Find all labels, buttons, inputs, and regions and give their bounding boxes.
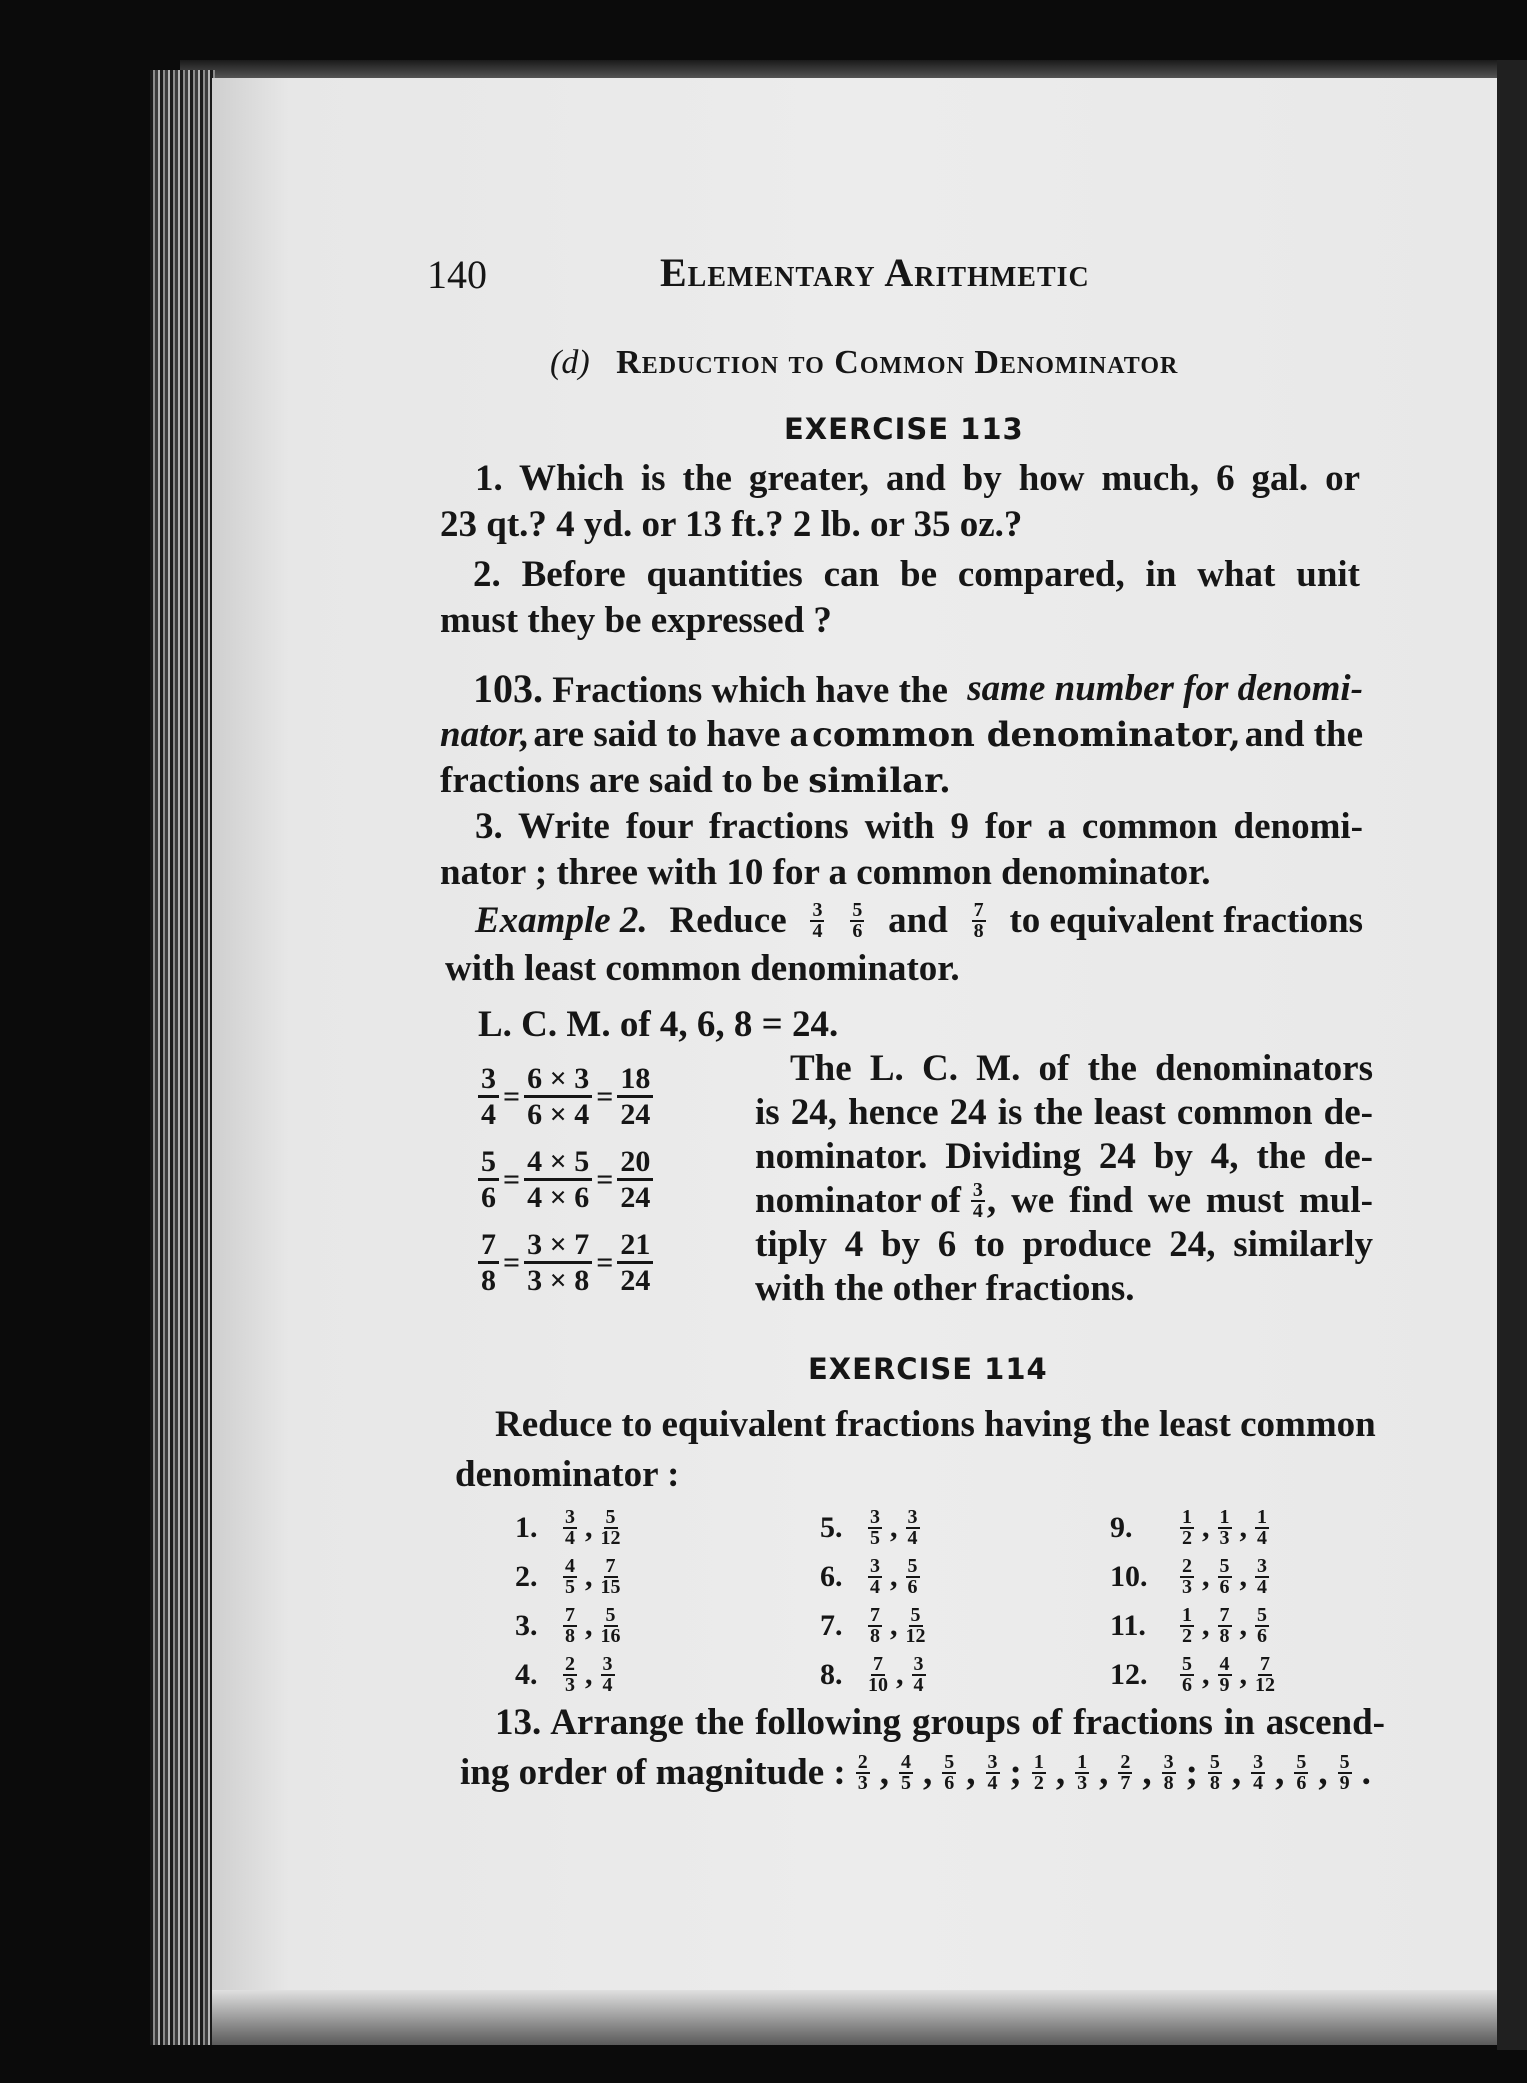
lcm-statement: L. C. M. of 4, 6, 8 = 24. xyxy=(478,1004,839,1045)
fraction: $\frac{2}{3}$ xyxy=(565,1653,575,1696)
exercise-114-intro-line1: Reduce to equivalent fractions having the least common xyxy=(495,1404,1376,1445)
problem-number: 12. xyxy=(1110,1658,1148,1691)
fraction: $\frac{2}{3}$ xyxy=(857,1751,868,1794)
fraction: $\frac{4}{9}$ xyxy=(1219,1653,1230,1696)
problem-number: 9. xyxy=(1110,1511,1133,1544)
fraction: $\frac{5}{6}$ xyxy=(1296,1751,1307,1794)
question-13-line1: 13. Arrange the following groups of fractions in ascend- xyxy=(495,1702,1385,1743)
fraction: $\frac{2}{7}$ xyxy=(1120,1751,1131,1794)
fraction: $\frac{1}{3}$ xyxy=(1077,1751,1088,1794)
problem-number: 4. xyxy=(515,1658,538,1691)
section-title: Reduction to Common Denominator xyxy=(616,344,1179,381)
fraction: $\frac{4}{5}$ xyxy=(901,1751,912,1794)
problem-item: 3. $\frac{7}{8}$ , $\frac{5}{16}$ xyxy=(515,1604,621,1647)
article-text: Fractions which have the xyxy=(552,670,948,711)
fraction: $\frac{3}{4}$ xyxy=(907,1506,918,1549)
fraction: $\frac{4 \times 5}{4 \times 6}$ xyxy=(524,1145,592,1214)
page-number: 140 xyxy=(427,252,487,297)
book-page-edges xyxy=(150,70,215,2045)
problem-number: 7. xyxy=(820,1609,843,1642)
fraction: $\frac{1}{2}$ xyxy=(1182,1506,1192,1549)
problem-number: 5. xyxy=(820,1511,843,1544)
fraction: $\frac{3 \times 7}{3 \times 8}$ xyxy=(524,1228,592,1297)
problem-item: 8. $\frac{7}{10}$ , $\frac{3}{4}$ xyxy=(820,1653,924,1696)
fraction: $\frac{3}{5}$ xyxy=(870,1506,880,1549)
problem-number: 8. xyxy=(820,1658,843,1691)
article-italic-2: nator, xyxy=(440,714,530,755)
term-similar: similar. xyxy=(808,761,951,801)
explanation-text: nominator of xyxy=(755,1180,961,1221)
equation-row: $\frac{7}{8}$ = $\frac{3 \times 7}{3 \times 8}$ = $\frac{21}{24}$ xyxy=(478,1228,653,1297)
example-line1-end: to equivalent fractions xyxy=(1009,900,1363,941)
exercise-114-intro-line2: denominator : xyxy=(455,1454,680,1495)
fraction: $\frac{3}{4}$ xyxy=(1253,1751,1264,1794)
fraction: $\frac{18}{24}$ xyxy=(617,1062,653,1131)
article-number: 103. xyxy=(473,666,543,711)
article-text-2: are said to have a xyxy=(533,714,809,755)
facing-page-edge xyxy=(1497,60,1527,2050)
problem-item: 2. $\frac{4}{5}$ , $\frac{7}{15}$ xyxy=(515,1555,621,1598)
question-13-text: ing order of magnitude : xyxy=(460,1752,846,1793)
problem-item: 1. $\frac{3}{4}$ , $\frac{5}{12}$ xyxy=(515,1506,621,1549)
fraction: $\frac{7}{8}$ xyxy=(565,1604,575,1647)
fraction: $\frac{5}{9}$ xyxy=(1339,1751,1350,1794)
term-common-denominator: common denominator, xyxy=(812,715,1241,755)
fraction: $\frac{3}{4}$ xyxy=(812,899,823,942)
explanation-line1: The L. C. M. of the denominators xyxy=(790,1048,1373,1089)
explanation-text: , we find we must mul- xyxy=(986,1180,1373,1221)
fraction: $\frac{20}{24}$ xyxy=(617,1145,653,1214)
fraction-groups: $\frac{2}{3}$ , $\frac{4}{5}$ , $\frac{5}{6}$ , $\frac{3}{4}$ ; $\frac{1}{2}$ , $\frac{1}{3}$ , $\frac{2}{7}$ , $\frac{3}{8}$ ; $\frac{5}{8}$ , $\frac{3}{4}$ , $\frac{5}{6}$ , $\frac{5}{9}$ . xyxy=(857,1751,1371,1794)
fraction: $\frac{3}{4}$ xyxy=(602,1653,613,1696)
explanation-line6: with the other fractions. xyxy=(755,1268,1135,1309)
fraction: $\frac{5}{6}$ xyxy=(478,1145,499,1214)
problem-item: 10. $\frac{2}{3}$ , $\frac{5}{6}$ , $\frac{3}{4}$ xyxy=(1110,1555,1267,1598)
fraction: $\frac{3}{4}$ xyxy=(987,1751,998,1794)
problem-item: 4. $\frac{2}{3}$ , $\frac{3}{4}$ xyxy=(515,1653,613,1696)
question-3-line2: nator ; three with 10 for a common denominator. xyxy=(440,852,1211,893)
section-letter: (d) xyxy=(550,344,590,381)
fraction: $\frac{1}{3}$ xyxy=(1219,1506,1230,1549)
problem-number: 10. xyxy=(1110,1560,1148,1593)
photo-border-bottom xyxy=(212,1990,1497,2045)
question-13-line2 xyxy=(460,1750,1371,1796)
explanation-line4 xyxy=(755,1178,1373,1224)
equation-row: $\frac{3}{4}$ = $\frac{6 \times 3}{6 \times 4}$ = $\frac{18}{24}$ xyxy=(478,1062,653,1131)
example-reduce: Reduce xyxy=(669,900,787,941)
fraction: $\frac{4}{5}$ xyxy=(565,1555,575,1598)
running-title: Elementary Arithmetic xyxy=(660,250,1090,295)
fraction: $\frac{3}{8}$ xyxy=(1163,1751,1174,1794)
problem-number: 11. xyxy=(1110,1609,1146,1642)
fraction: $\frac{3}{4}$ xyxy=(1257,1555,1267,1598)
fraction: $\frac{5}{6}$ xyxy=(852,899,863,942)
fraction: $\frac{3}{4}$ xyxy=(972,1179,983,1222)
fraction: $\frac{7}{12}$ xyxy=(1255,1653,1275,1696)
fraction: $\frac{7}{10}$ xyxy=(868,1653,888,1696)
fraction: $\frac{5}{6}$ xyxy=(1182,1653,1192,1696)
explanation-line5: tiply 4 by 6 to produce 24, similarly xyxy=(755,1224,1373,1265)
article-103-line3 xyxy=(440,758,951,804)
fraction: $\frac{6 \times 3}{6 \times 4}$ xyxy=(524,1062,592,1131)
fraction: $\frac{5}{6}$ xyxy=(1257,1604,1267,1647)
problem-item: 7. $\frac{7}{8}$ , $\frac{5}{12}$ xyxy=(820,1604,926,1647)
problem-item: 11. $\frac{1}{2}$ , $\frac{7}{8}$ , $\frac{5}{6}$ xyxy=(1110,1604,1267,1647)
exercise-113-q1-line2: 23 qt.? 4 yd. or 13 ft.? 2 lb. or 35 oz.? xyxy=(440,504,1023,545)
exercise-113-q2-line1: 2. Before quantities can be compared, in what unit xyxy=(473,554,1360,595)
article-text-3: fractions are said to be xyxy=(440,760,799,801)
fraction: $\frac{7}{8}$ xyxy=(1219,1604,1230,1647)
example-and: and xyxy=(888,900,948,941)
exercise-113-heading: EXERCISE 113 xyxy=(784,412,1024,446)
exercise-114-heading: EXERCISE 114 xyxy=(808,1352,1048,1386)
fraction: $\frac{3}{4}$ xyxy=(565,1506,575,1549)
article-103-line2 xyxy=(440,712,1363,758)
fraction: $\frac{3}{4}$ xyxy=(870,1555,880,1598)
fraction: $\frac{1}{2}$ xyxy=(1033,1751,1044,1794)
problem-item: 9. $\frac{1}{2}$ , $\frac{1}{3}$ , $\frac{1}{4}$ xyxy=(1110,1506,1267,1549)
example-2-line1 xyxy=(475,898,1363,944)
article-italic: same number for denomi- xyxy=(967,668,1363,709)
fraction: $\frac{5}{16}$ xyxy=(600,1604,621,1647)
fraction: $\frac{2}{3}$ xyxy=(1182,1555,1192,1598)
problem-number: 6. xyxy=(820,1560,843,1593)
fraction: $\frac{5}{6}$ xyxy=(944,1751,955,1794)
fraction: $\frac{1}{4}$ xyxy=(1257,1506,1267,1549)
article-text-2b: and the xyxy=(1244,714,1363,755)
equation-row: $\frac{5}{6}$ = $\frac{4 \times 5}{4 \times 6}$ = $\frac{20}{24}$ xyxy=(478,1145,653,1214)
explanation-line2: is 24, hence 24 is the least common de- xyxy=(755,1092,1373,1133)
example-2-line2: with least common denominator. xyxy=(445,948,960,989)
problem-number: 1. xyxy=(515,1511,538,1544)
fraction: $\frac{1}{2}$ xyxy=(1182,1604,1192,1647)
fraction: $\frac{5}{12}$ xyxy=(600,1506,621,1549)
problem-item: 6. $\frac{3}{4}$ , $\frac{5}{6}$ xyxy=(820,1555,918,1598)
fraction: $\frac{21}{24}$ xyxy=(617,1228,653,1297)
problem-item: 5. $\frac{3}{5}$ , $\frac{3}{4}$ xyxy=(820,1506,918,1549)
exercise-113-q2-line2: must they be expressed ? xyxy=(440,600,832,641)
fraction: $\frac{7}{8}$ xyxy=(973,899,984,942)
fraction: $\frac{5}{6}$ xyxy=(907,1555,918,1598)
problem-number: 2. xyxy=(515,1560,538,1593)
exercise-113-q1-line1: 1. Which is the greater, and by how much, 6 gal. or xyxy=(475,458,1360,499)
fraction: $\frac{7}{8}$ xyxy=(870,1604,880,1647)
example-label: Example 2. xyxy=(475,900,648,941)
fraction: $\frac{3}{4}$ xyxy=(913,1653,924,1696)
problem-item: 12. $\frac{5}{6}$ , $\frac{4}{9}$ , $\frac{7}{12}$ xyxy=(1110,1653,1275,1696)
fraction: $\frac{7}{8}$ xyxy=(478,1228,499,1297)
explanation-line3: nominator. Dividing 24 by 4, the de- xyxy=(755,1136,1373,1177)
article-103-line1 xyxy=(473,666,1363,714)
fraction: $\frac{7}{15}$ xyxy=(600,1555,621,1598)
question-3-line1: 3. Write four fractions with 9 for a common denomi- xyxy=(475,806,1363,847)
fraction: $\frac{5}{6}$ xyxy=(1219,1555,1230,1598)
fraction: $\frac{5}{12}$ xyxy=(905,1604,926,1647)
problem-number: 3. xyxy=(515,1609,538,1642)
section-heading xyxy=(550,340,1178,386)
fraction: $\frac{3}{4}$ xyxy=(478,1062,499,1131)
fraction: $\frac{5}{8}$ xyxy=(1209,1751,1220,1794)
